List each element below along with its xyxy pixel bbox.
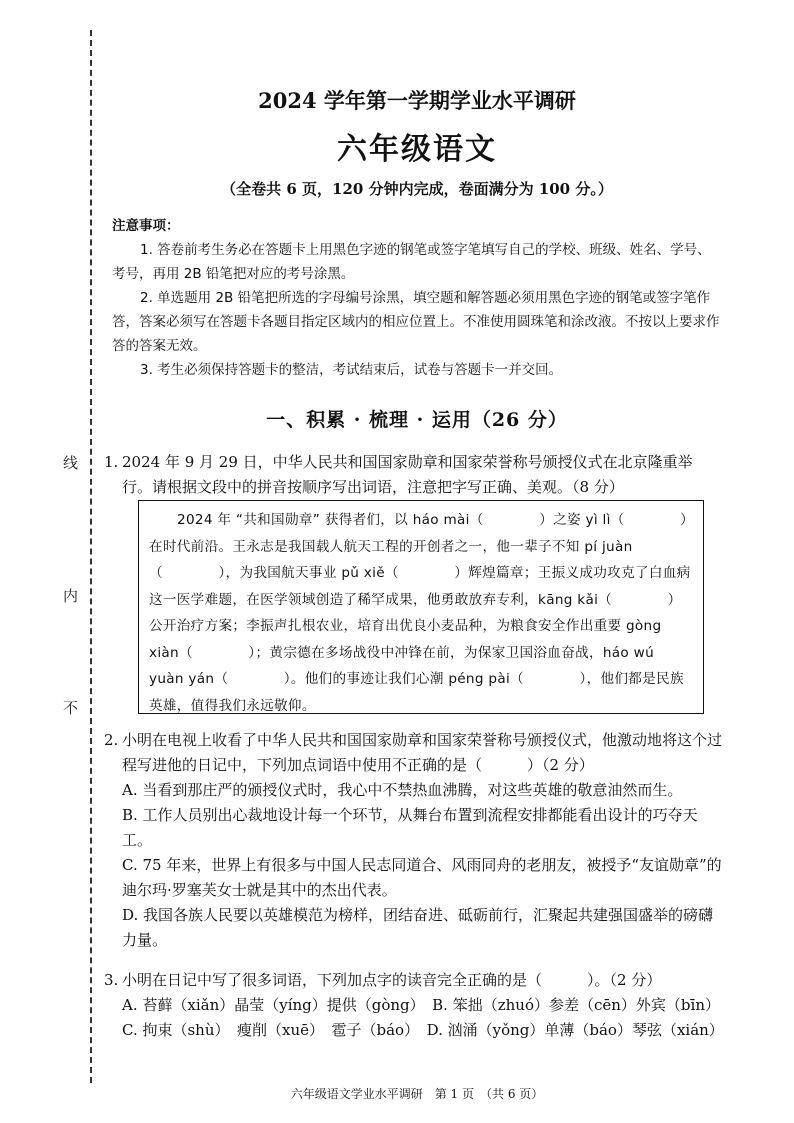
option-b: B. 工作人员别出心裁地设计每一个环节，从舞台布置到流程安排都能看出设计的巧夺天工。: [122, 806, 698, 849]
option-a: A. 当看到那庄严的颁授仪式时，我心中不禁热血沸腾，对这些英雄的敬意油然而生。: [122, 781, 683, 799]
pinyin-passage: 2024 年 “共和国勋章” 获得者们，以 háo mài（ ）之姿 yì lì（ ）在时代前沿。王永志是我国载人航天工程的开创者之一，他一辈子不知 pí juàn（ ），为我国航天事业 pǔ xiě（ ）辉煌篇章；王振义成功攻克了白血病这一医学难题，在医学领域创造了稀罕成果，他勇敢放弃专利，kāng kǎi（ ）公开治疗方案；李振声扎根农业，培育出优良小麦品种，为粮食安全作出重要 gòng xiàn（ ）；黄宗德在多场战役中冲锋在前，为保家卫国浴血奋战，háo wú yuàn yán（ ）。他们的事迹让我们心潮 péng pài（ ），他们都是民族英雄，值得我们永远敬仰。: [149, 512, 691, 714]
note-item: 1. 答卷前考生务必在答题卡上用黑色字迹的钢笔或签字笔填写自己的学校、班级、姓名、学号、考号，再用 2B 铅笔把对应的考号涂黑。: [112, 242, 711, 282]
note-item: 3. 考生必须保持答题卡的整洁，考试结束后，试卷与答题卡一并交回。: [140, 362, 563, 378]
section-title: 一、积累 · 梳理 · 运用（26 分）: [266, 409, 568, 431]
note-item: 2. 单选题用 2B 铅笔把所选的字母编号涂黑，填空题和解答题必须用黑色字迹的钢笔或签字笔作答，答案必须写在答题卡各题目指定区域内的相应位置上。不准使用圆珠笔和涂改液。不按以上要求作答的答案无效。: [112, 290, 720, 354]
pinyin-passage-box: [138, 500, 704, 714]
option-c: C. 75 年来，世界上有很多与中国人民志同道合、风雨同舟的老朋友，被授予“友谊勋章”的迪尔玛·罗塞芙女士就是其中的杰出代表。: [122, 856, 722, 899]
binding-label-line: 线: [61, 455, 79, 470]
exam-info: （全卷共 6 页，120 分钟内完成，卷面满分为 100 分。）: [221, 180, 613, 198]
question-2: [104, 728, 723, 953]
question-stem: 2024 年 9 月 29 日，中华人民共和国国家勋章和国家荣誉称号颁授仪式在北京隆重举行。请根据文段中的拼音按顺序写出词语，注意把字写正确、美观。（8 分）: [122, 453, 693, 496]
exam-title: 2024 学年第一学期学业水平调研: [258, 88, 576, 113]
binding-label-inner: 内: [61, 588, 79, 603]
options-row-ab: A. 苔藓（xiǎn）晶莹（yíng）提供（gòng） B. 笨拙（zhuó）参差（cēn）外宾（bīn）: [122, 996, 720, 1014]
question-3: [104, 968, 724, 1043]
notes-heading: 注意事项：: [112, 218, 180, 234]
question-number: 3.: [104, 971, 119, 989]
binding-dashed-line: [90, 30, 92, 1083]
exam-subject: 六年级语文: [337, 132, 497, 167]
question-number: 2.: [104, 731, 119, 749]
question-number: 1.: [104, 453, 119, 471]
notes-block: [112, 214, 722, 382]
question-stem: 小明在电视上收看了中华人民共和国国家勋章和国家荣誉称号颁授仪式，他激动地将这个过程写进他的日记中，下列加点词语中使用不正确的是（ ）（2 分）: [122, 731, 723, 774]
options-row-cd: C. 拘束（shù） 瘦削（xuē） 雹子（báo） D. 汹涌（yǒng）单薄（báo）琴弦（xián）: [122, 1021, 724, 1039]
binding-label-no: 不: [61, 700, 79, 715]
question-stem: 小明在日记中写了很多词语，下列加点字的读音完全正确的是（ ）。（2 分）: [122, 971, 662, 989]
page-footer: 六年级语文学业水平调研 第 1 页 （共 6 页）: [290, 1087, 544, 1101]
option-d: D. 我国各族人民要以英雄模范为榜样，团结奋进、砥砺前行，汇聚起共建强国盛举的磅礴力量。: [122, 906, 714, 949]
question-1: [104, 450, 722, 500]
